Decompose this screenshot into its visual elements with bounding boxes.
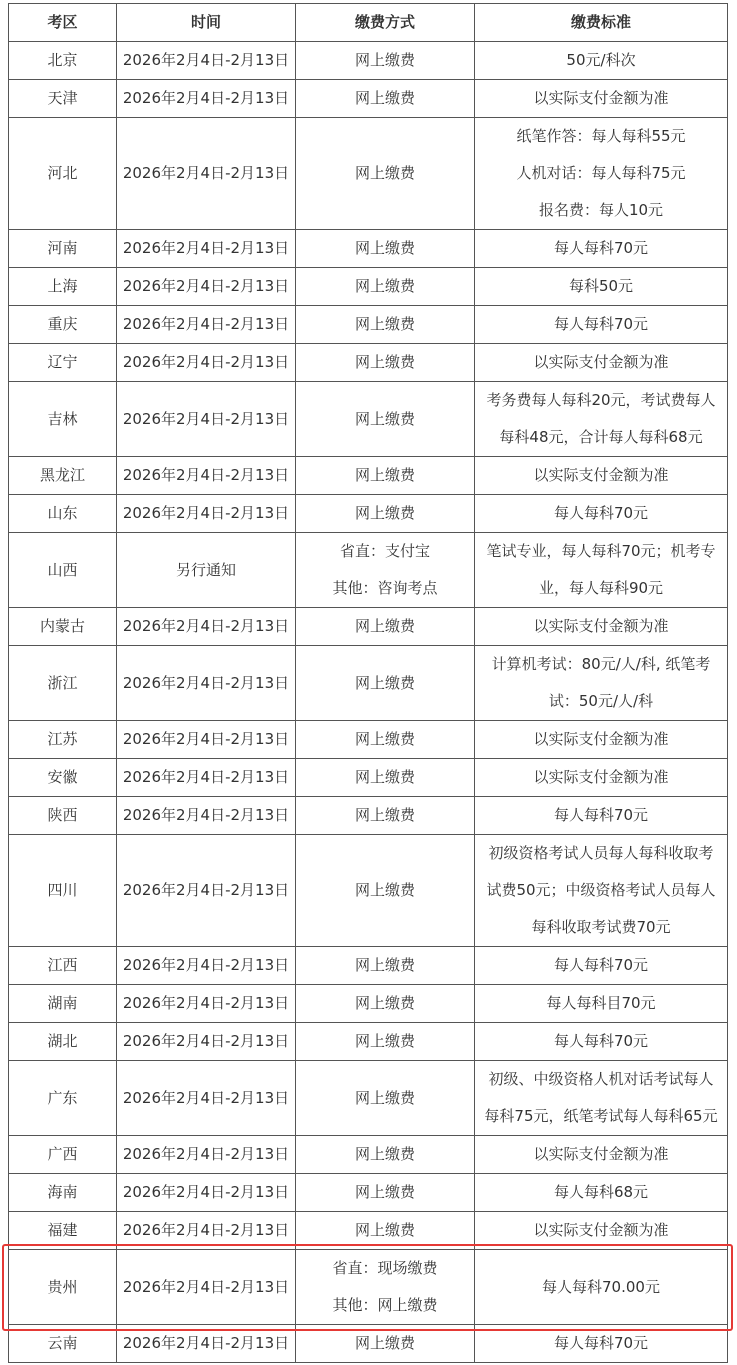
table-row [9, 1212, 728, 1250]
region-cell: 重庆 [9, 306, 117, 344]
payment-method-cell [296, 457, 475, 495]
fee-standard-cell [475, 533, 728, 608]
payment-method-cell-line: 网上缴费 [354, 353, 415, 371]
payment-method-cell-line: 网上缴费 [354, 504, 415, 522]
table-row [9, 230, 728, 268]
payment-method-cell-line: 网上缴费 [354, 1183, 415, 1201]
fee-standard-cell [475, 1325, 728, 1363]
fee-standard-cell [475, 1174, 728, 1212]
fee-standard-cell [475, 306, 728, 344]
fee-standard-cell [475, 344, 728, 382]
time-cell: 2026年2月4日-2月13日 [117, 80, 296, 118]
table-row [9, 1174, 728, 1212]
time-cell: 2026年2月4日-2月13日 [117, 721, 296, 759]
payment-method-cell-line: 网上缴费 [354, 617, 415, 635]
region-cell: 天津 [9, 80, 117, 118]
fee-standard-cell [475, 230, 728, 268]
fee-standard-cell-line: 以实际支付金额为准 [533, 89, 669, 107]
table-body [9, 42, 728, 1363]
payment-method-cell [296, 42, 475, 80]
region-cell: 河南 [9, 230, 117, 268]
table-row [9, 1136, 728, 1174]
fee-standard-cell [475, 797, 728, 835]
fee-standard-cell [475, 608, 728, 646]
time-cell: 2026年2月4日-2月13日 [117, 608, 296, 646]
fee-standard-cell [475, 382, 728, 457]
fee-standard-cell [475, 457, 728, 495]
region-cell: 广东 [9, 1061, 117, 1136]
time-cell: 2026年2月4日-2月13日 [117, 1250, 296, 1325]
time-cell: 2026年2月4日-2月13日 [117, 985, 296, 1023]
payment-method-cell [296, 533, 475, 608]
fee-standard-cell-line: 初级、中级资格人机对话考试每人 [488, 1070, 714, 1088]
header-fee-standard: 缴费标准 [475, 4, 728, 42]
payment-method-cell [296, 608, 475, 646]
fee-standard-cell [475, 947, 728, 985]
region-cell: 湖北 [9, 1023, 117, 1061]
table-row [9, 835, 728, 947]
payment-method-cell-line: 网上缴费 [354, 1145, 415, 1163]
region-cell: 内蒙古 [9, 608, 117, 646]
region-cell: 海南 [9, 1174, 117, 1212]
table-header [9, 4, 728, 42]
payment-method-cell [296, 382, 475, 457]
header-payment-method: 缴费方式 [296, 4, 475, 42]
fee-standard-cell-line: 每人每科70元 [553, 1334, 649, 1352]
payment-method-cell-line: 网上缴费 [354, 1221, 415, 1239]
table-row [9, 1061, 728, 1136]
payment-method-cell-line: 网上缴费 [354, 768, 415, 786]
time-cell: 2026年2月4日-2月13日 [117, 947, 296, 985]
fee-standard-cell [475, 835, 728, 947]
table-row [9, 1250, 728, 1325]
fee-standard-cell-line: 每科50元 [568, 277, 634, 295]
fee-standard-cell-line: 每人每科70.00元 [542, 1277, 660, 1296]
table-row [9, 947, 728, 985]
time-cell: 2026年2月4日-2月13日 [117, 1212, 296, 1250]
table-row [9, 268, 728, 306]
payment-method-cell [296, 495, 475, 533]
payment-method-cell [296, 230, 475, 268]
region-cell: 吉林 [9, 382, 117, 457]
exam-fee-table [8, 3, 728, 1363]
region-cell: 北京 [9, 42, 117, 80]
fee-standard-cell-line: 报名费：每人10元 [538, 201, 664, 219]
payment-method-cell [296, 721, 475, 759]
region-cell: 福建 [9, 1212, 117, 1250]
payment-method-cell-line: 网上缴费 [354, 730, 415, 748]
time-cell: 2026年2月4日-2月13日 [117, 118, 296, 230]
payment-method-cell-line: 省直：支付宝 [339, 542, 430, 560]
payment-method-cell [296, 947, 475, 985]
table-row [9, 457, 728, 495]
payment-method-cell [296, 344, 475, 382]
payment-method-cell-line: 网上缴费 [354, 994, 415, 1012]
table-row [9, 646, 728, 721]
payment-method-cell-line: 网上缴费 [354, 1334, 415, 1352]
region-cell: 贵州 [9, 1250, 117, 1325]
table-row [9, 344, 728, 382]
region-cell: 山东 [9, 495, 117, 533]
fee-standard-cell-line: 初级资格考试人员每人每科收取考 [488, 844, 714, 862]
region-cell: 江西 [9, 947, 117, 985]
fee-standard-cell-line: 人机对话：每人每科75元 [516, 164, 686, 182]
fee-standard-cell-line: 考务费每人每科20元，考试费每人 [486, 391, 716, 409]
fee-standard-cell [475, 1061, 728, 1136]
table-row [9, 608, 728, 646]
payment-method-cell [296, 1212, 475, 1250]
fee-standard-cell-line: 每科收取考试费70元 [531, 918, 671, 936]
time-cell: 2026年2月4日-2月13日 [117, 1023, 296, 1061]
table-row [9, 42, 728, 80]
fee-standard-cell-line: 每人每科70元 [553, 806, 649, 824]
time-cell: 2026年2月4日-2月13日 [117, 759, 296, 797]
payment-method-cell-line: 网上缴费 [354, 466, 415, 484]
fee-standard-cell-line: 以实际支付金额为准 [533, 466, 669, 484]
fee-standard-cell [475, 985, 728, 1023]
payment-method-cell [296, 1174, 475, 1212]
table-row [9, 382, 728, 457]
fee-standard-cell-line: 以实际支付金额为准 [533, 1221, 669, 1239]
header-row [9, 4, 728, 42]
time-cell: 2026年2月4日-2月13日 [117, 344, 296, 382]
fee-standard-cell-line: 计算机考试：80元/人/科, 纸笔考 [491, 655, 711, 673]
payment-method-cell [296, 759, 475, 797]
table-row [9, 721, 728, 759]
payment-method-cell-line: 网上缴费 [354, 239, 415, 257]
time-cell: 2026年2月4日-2月13日 [117, 382, 296, 457]
fee-standard-cell-line: 每人每科70元 [553, 504, 649, 522]
region-cell: 陕西 [9, 797, 117, 835]
fee-standard-cell [475, 1023, 728, 1061]
fee-standard-cell [475, 42, 728, 80]
payment-method-cell-line: 网上缴费 [354, 1032, 415, 1050]
header-time: 时间 [117, 4, 296, 42]
payment-method-cell [296, 1325, 475, 1363]
fee-standard-cell-line: 以实际支付金额为准 [533, 1145, 669, 1163]
fee-standard-cell-line: 以实际支付金额为准 [533, 730, 669, 748]
payment-method-cell [296, 985, 475, 1023]
region-cell: 山西 [9, 533, 117, 608]
table-row [9, 1325, 728, 1363]
region-cell: 广西 [9, 1136, 117, 1174]
fee-standard-cell-line: 试：50元/人/科 [548, 692, 654, 710]
time-cell: 2026年2月4日-2月13日 [117, 306, 296, 344]
region-cell: 河北 [9, 118, 117, 230]
fee-standard-cell-line: 以实际支付金额为准 [533, 353, 669, 371]
table-row [9, 985, 728, 1023]
fee-standard-cell-line: 每人每科68元 [553, 1183, 649, 1201]
fee-standard-cell [475, 721, 728, 759]
time-cell: 2026年2月4日-2月13日 [117, 835, 296, 947]
table-row [9, 797, 728, 835]
payment-method-cell-line: 网上缴费 [354, 673, 415, 692]
region-cell: 安徽 [9, 759, 117, 797]
fee-standard-cell-line: 笔试专业，每人每科70元；机考专 [486, 542, 716, 560]
header-region: 考区 [9, 4, 117, 42]
payment-method-cell-line: 网上缴费 [354, 956, 415, 974]
payment-method-cell-line: 网上缴费 [354, 881, 415, 899]
payment-method-cell-line: 网上缴费 [354, 164, 415, 182]
fee-standard-cell [475, 495, 728, 533]
time-cell: 2026年2月4日-2月13日 [117, 42, 296, 80]
fee-standard-cell-line: 每人每科目70元 [546, 994, 656, 1012]
payment-method-cell-line: 其他：网上缴费 [332, 1296, 438, 1314]
fee-standard-cell-line: 每人每科70元 [553, 1032, 649, 1050]
payment-method-cell [296, 797, 475, 835]
payment-method-cell [296, 835, 475, 947]
time-cell: 2026年2月4日-2月13日 [117, 1325, 296, 1363]
payment-method-cell [296, 80, 475, 118]
time-cell: 2026年2月4日-2月13日 [117, 1174, 296, 1212]
time-cell: 另行通知 [117, 533, 296, 608]
payment-method-cell-line: 网上缴费 [354, 315, 415, 333]
fee-standard-cell-line: 以实际支付金额为准 [533, 768, 669, 786]
fee-standard-cell-line: 以实际支付金额为准 [533, 617, 669, 635]
payment-method-cell-line: 其他：咨询考点 [332, 579, 438, 597]
payment-method-cell-line: 网上缴费 [354, 806, 415, 824]
region-cell: 四川 [9, 835, 117, 947]
region-cell: 辽宁 [9, 344, 117, 382]
region-cell: 江苏 [9, 721, 117, 759]
fee-standard-cell-line: 每科75元，纸笔考试每人每科65元 [484, 1107, 718, 1125]
fee-standard-cell-line: 试费50元；中级资格考试人员每人 [486, 881, 716, 899]
payment-method-cell-line: 网上缴费 [354, 89, 415, 107]
time-cell: 2026年2月4日-2月13日 [117, 268, 296, 306]
table-row [9, 759, 728, 797]
payment-method-cell [296, 1023, 475, 1061]
time-cell: 2026年2月4日-2月13日 [117, 495, 296, 533]
payment-method-cell-line: 网上缴费 [354, 277, 415, 295]
fee-standard-cell [475, 646, 728, 721]
region-cell: 浙江 [9, 646, 117, 721]
region-cell: 上海 [9, 268, 117, 306]
time-cell: 2026年2月4日-2月13日 [117, 230, 296, 268]
time-cell: 2026年2月4日-2月13日 [117, 797, 296, 835]
fee-standard-cell-line: 50元/科次 [566, 51, 636, 69]
payment-method-cell [296, 1061, 475, 1136]
time-cell: 2026年2月4日-2月13日 [117, 1061, 296, 1136]
time-cell: 2026年2月4日-2月13日 [117, 646, 296, 721]
time-cell: 2026年2月4日-2月13日 [117, 1136, 296, 1174]
fee-standard-cell-line: 每人每科70元 [553, 315, 649, 333]
fee-standard-cell [475, 80, 728, 118]
fee-standard-cell [475, 268, 728, 306]
fee-standard-cell-line: 每人每科70元 [553, 956, 649, 974]
region-cell: 湖南 [9, 985, 117, 1023]
payment-method-cell [296, 118, 475, 230]
region-cell: 黑龙江 [9, 457, 117, 495]
fee-standard-cell [475, 1250, 728, 1325]
payment-method-cell-line: 网上缴费 [354, 51, 415, 69]
table-row [9, 533, 728, 608]
fee-standard-cell-line: 业，每人每科90元 [538, 579, 664, 597]
payment-method-cell [296, 1250, 475, 1325]
time-cell: 2026年2月4日-2月13日 [117, 457, 296, 495]
region-cell: 云南 [9, 1325, 117, 1363]
fee-standard-cell [475, 1212, 728, 1250]
payment-method-cell-line: 网上缴费 [354, 409, 415, 428]
fee-standard-cell [475, 118, 728, 230]
payment-method-cell [296, 1136, 475, 1174]
payment-method-cell-line: 网上缴费 [354, 1088, 415, 1107]
payment-method-cell-line: 省直：现场缴费 [332, 1259, 438, 1277]
fee-standard-cell-line: 纸笔作答：每人每科55元 [516, 127, 686, 145]
payment-method-cell [296, 646, 475, 721]
table-row [9, 1023, 728, 1061]
fee-standard-cell-line: 每人每科70元 [553, 239, 649, 257]
table-row [9, 495, 728, 533]
table-row [9, 80, 728, 118]
payment-method-cell [296, 268, 475, 306]
fee-standard-cell [475, 1136, 728, 1174]
table-row [9, 306, 728, 344]
table-row [9, 118, 728, 230]
fee-standard-cell-line: 每科48元，合计每人每科68元 [499, 428, 703, 446]
fee-standard-cell [475, 759, 728, 797]
payment-method-cell [296, 306, 475, 344]
